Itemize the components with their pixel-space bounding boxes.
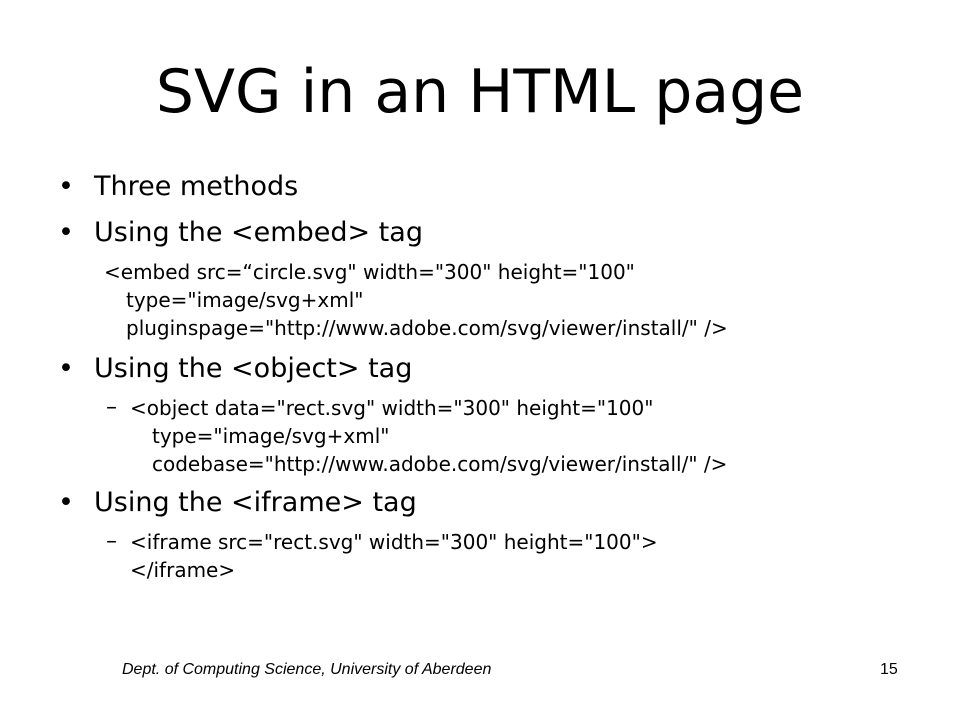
code-line: <embed src=“circle.svg" width="300" height="100"	[104, 260, 635, 284]
bullet-text: Using the <object> tag	[94, 353, 413, 384]
code-line: <object data="rect.svg" width="300" height="100"	[130, 396, 654, 420]
code-line: <iframe src="rect.svg" width="300" height="100">	[130, 530, 658, 554]
slide-title: SVG in an HTML page	[155, 57, 805, 127]
sub-bullet-marker: –	[106, 395, 117, 420]
iframe-code-example	[130, 528, 658, 584]
code-line: </iframe>	[130, 558, 236, 582]
footer-department: Dept. of Computing Science, University of Aberdeen	[122, 661, 492, 678]
object-code-example	[130, 394, 727, 478]
bullet-text: Using the <iframe> tag	[94, 487, 417, 518]
bullet-marker: •	[58, 217, 74, 248]
bullet-text: Three methods	[94, 171, 299, 202]
bullet-text: Using the <embed> tag	[94, 217, 423, 248]
sub-bullet-marker: –	[106, 529, 117, 554]
code-line: type="image/svg+xml"	[152, 424, 390, 448]
code-line: type="image/svg+xml"	[126, 288, 364, 312]
code-line: pluginspage="http://www.adobe.com/svg/viewer/install/" />	[126, 316, 728, 340]
code-line: codebase="http://www.adobe.com/svg/viewer/install/" />	[152, 452, 728, 476]
bullet-marker: •	[58, 171, 74, 202]
bullet-marker: •	[58, 353, 74, 384]
embed-code-example	[104, 258, 728, 342]
page-number: 15	[880, 661, 898, 678]
bullet-marker: •	[58, 487, 74, 518]
